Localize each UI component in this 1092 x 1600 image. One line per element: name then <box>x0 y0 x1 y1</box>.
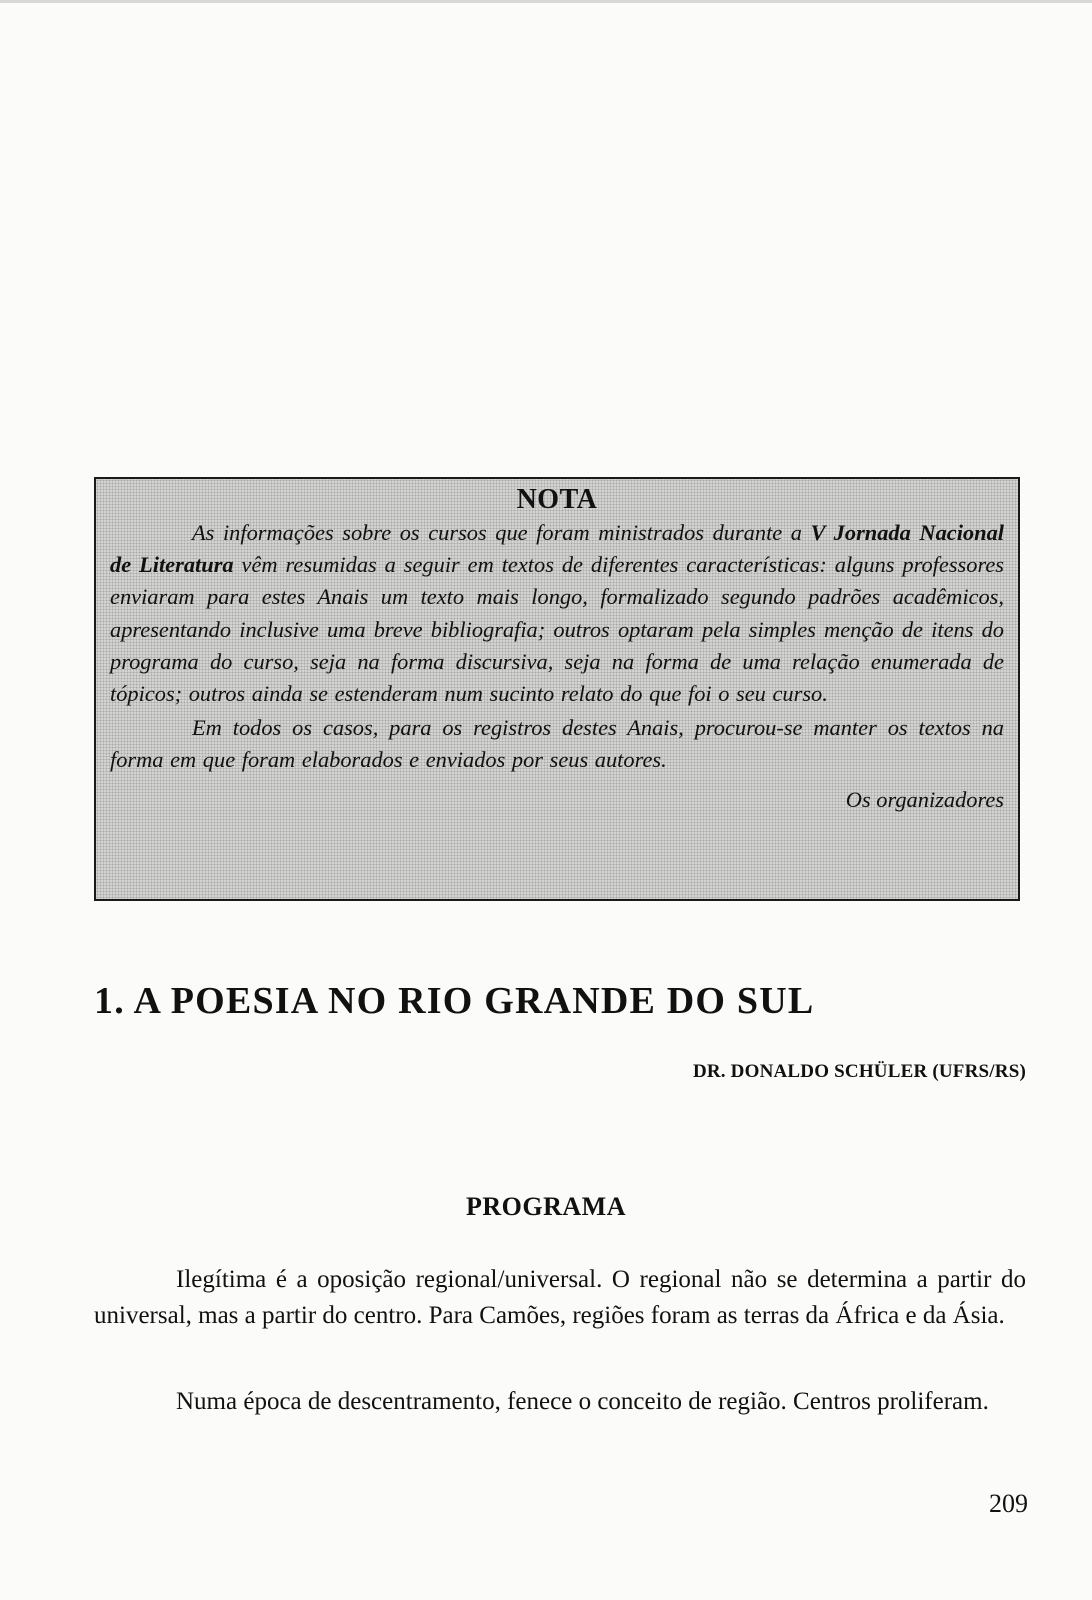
page-number: 209 <box>989 1489 1028 1518</box>
section-title: PROGRAMA <box>466 1192 626 1221</box>
page-top-edge <box>0 0 1092 3</box>
nota-box <box>94 477 1020 901</box>
nota-paragraph-1-lead: As informações sobre os cursos que foram ministrados durante a <box>192 520 811 545</box>
chapter-title: 1. A POESIA NO RIO GRANDE DO SUL <box>94 980 815 1022</box>
nota-title: NOTA <box>516 484 598 515</box>
nota-event-name: V Jornada Nacional de Literatura <box>110 520 1004 578</box>
body-paragraph-1: Ilegítima é a oposição regional/universal. O regional não se determina a partir do universal, mas a partir do centro. Para Camões, regiões foram as terras da África e da Ásia. <box>94 1266 1026 1329</box>
nota-paragraph-1-rest: vêm resumidas a seguir em textos de diferentes características: alguns professores enviaram para estes Anais um texto mais longo, formalizado segundo padrões acadêmicos, apresentando inclusive uma breve bibliografia; outros optaram pela simples menção de itens do programa do curso, seja na forma discursiva, seja na forma de uma relação enumerada de tópicos; outros ainda se estenderam num sucinto relato do que foi o seu curso. <box>110 552 1004 707</box>
body-paragraph-2: Numa época de descentramento, fenece o conceito de região. Centros proliferam. <box>176 1388 989 1415</box>
chapter-author: DR. DONALDO SCHÜLER (UFRS/RS) <box>692 1061 1026 1082</box>
nota-signature: Os organizadores <box>845 786 1004 812</box>
nota-paragraph-1 <box>110 517 1004 710</box>
nota-paragraph-2: Em todos os casos, para os registros destes Anais, procurou-se manter os textos na forma em que foram elaborados e enviados por seus autores. <box>110 715 1004 773</box>
